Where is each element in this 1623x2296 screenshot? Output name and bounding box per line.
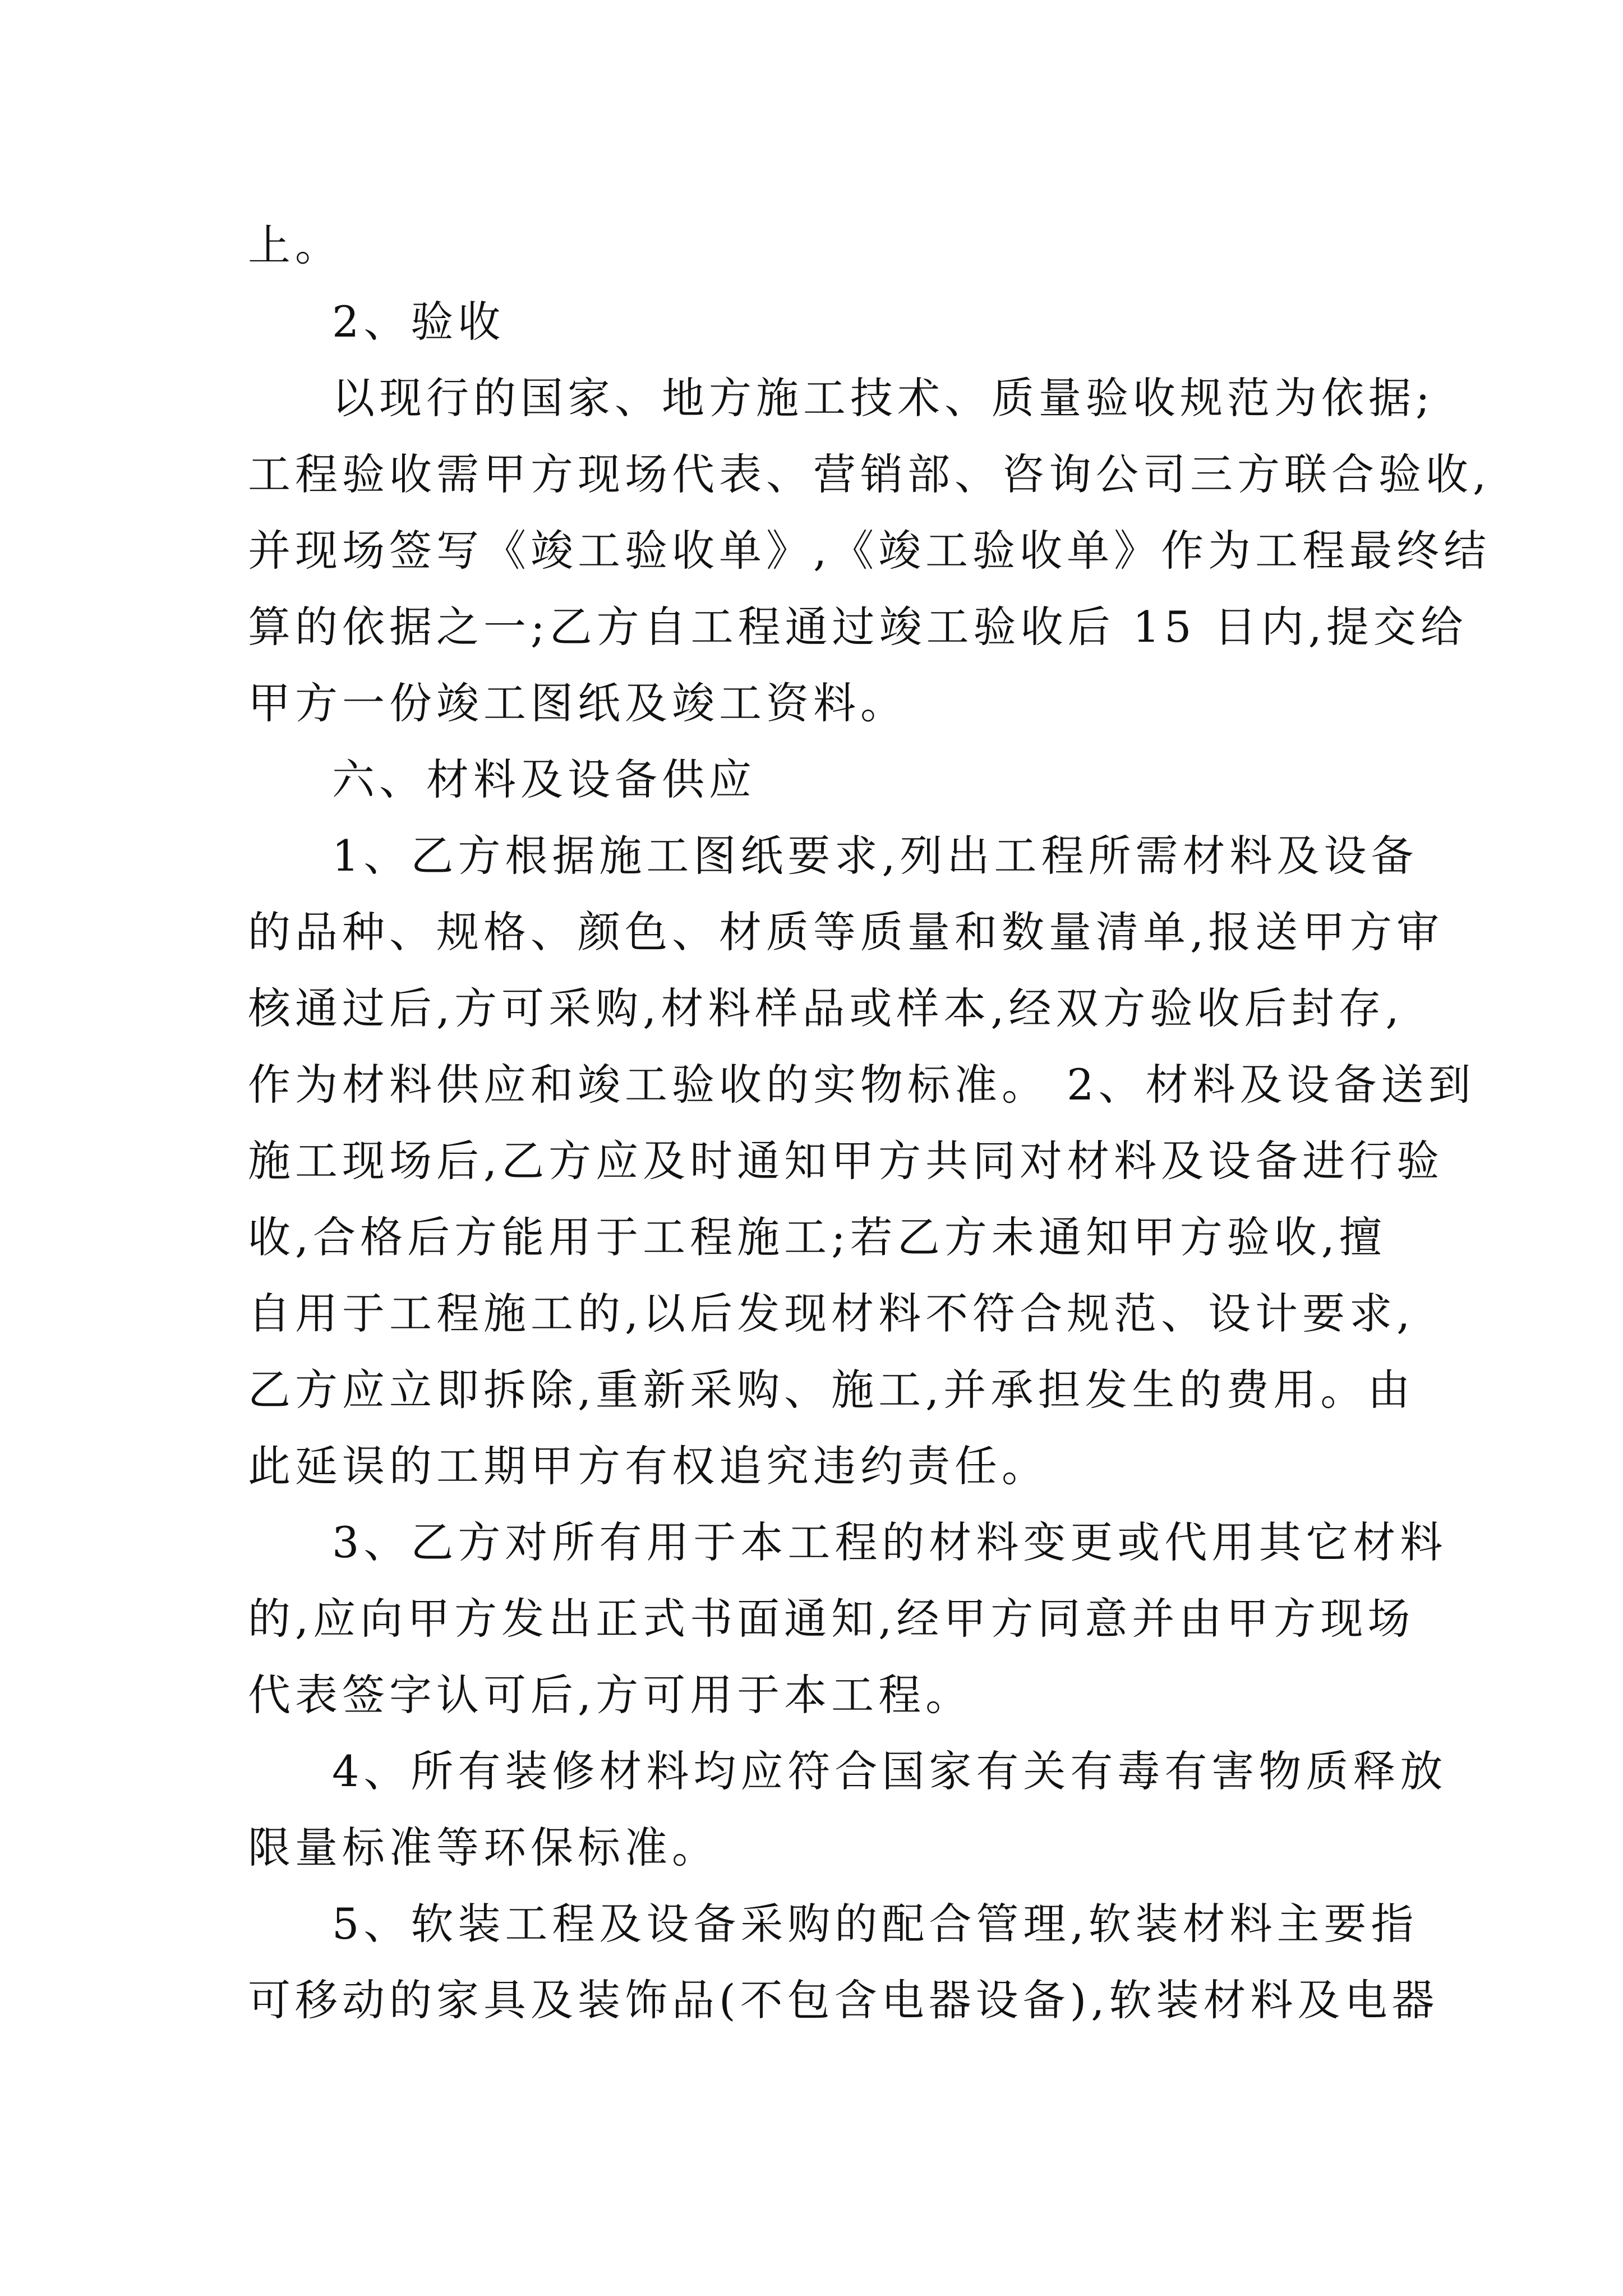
text-line: 乙方应立即拆除,重新采购、施工,并承担发生的费用。由 [248, 1365, 1415, 1415]
text-line: 此延误的工期甲方有权追究违约责任。 [248, 1441, 1049, 1491]
text-line: 工程验收需甲方现场代表、营销部、咨询公司三方联合验收, [248, 449, 1491, 499]
text-line: 甲方一份竣工图纸及竣工资料。 [248, 678, 907, 728]
text-line: 算的依据之一;乙方自工程通过竣工验收后 15 日内,提交给 [248, 602, 1468, 652]
text-line: 5、软装工程及设备采购的配合管理,软装材料主要指 [332, 1899, 1418, 1949]
text-line: 可移动的家具及装饰品(不包含电器设备),软装材料及电器 [248, 1975, 1439, 2025]
text-line: 施工现场后,乙方应及时通知甲方共同对材料及设备进行验 [248, 1136, 1444, 1186]
text-line: 3、乙方对所有用于本工程的材料变更或代用其它材料 [332, 1517, 1447, 1567]
text-line: 核通过后,方可采购,材料样品或样本,经双方验收后封存, [248, 983, 1404, 1033]
text-line: 以现行的国家、地方施工技术、质量验收规范为依据; [332, 373, 1435, 423]
text-line: 并现场签写《竣工验收单》,《竣工验收单》作为工程最终结 [248, 526, 1491, 576]
section-heading: 六、材料及设备供应 [332, 754, 756, 804]
text-line: 限量标准等环保标准。 [248, 1823, 719, 1872]
text-line: 自用于工程施工的,以后发现材料不符合规范、设计要求, [248, 1289, 1415, 1338]
text-line: 上。 [248, 220, 342, 270]
text-line: 4、所有装修材料均应符合国家有关有毒有害物质释放 [332, 1746, 1447, 1796]
text-line: 1、乙方根据施工图纸要求,列出工程所需材料及设备 [332, 831, 1418, 881]
section-heading: 2、验收 [332, 297, 505, 347]
text-line: 的,应向甲方发出正式书面通知,经甲方同意并由甲方现场 [248, 1594, 1415, 1644]
text-line: 代表签字认可后,方可用于本工程。 [248, 1670, 973, 1720]
text-line: 收,合格后方能用于工程施工;若乙方未通知甲方验收,擅 [248, 1212, 1386, 1262]
document-page [248, 208, 1491, 2039]
text-line: 的品种、规格、颜色、材质等质量和数量清单,报送甲方审 [248, 907, 1444, 957]
text-line: 作为材料供应和竣工验收的实物标准。 2、材料及设备送到 [248, 1060, 1476, 1110]
